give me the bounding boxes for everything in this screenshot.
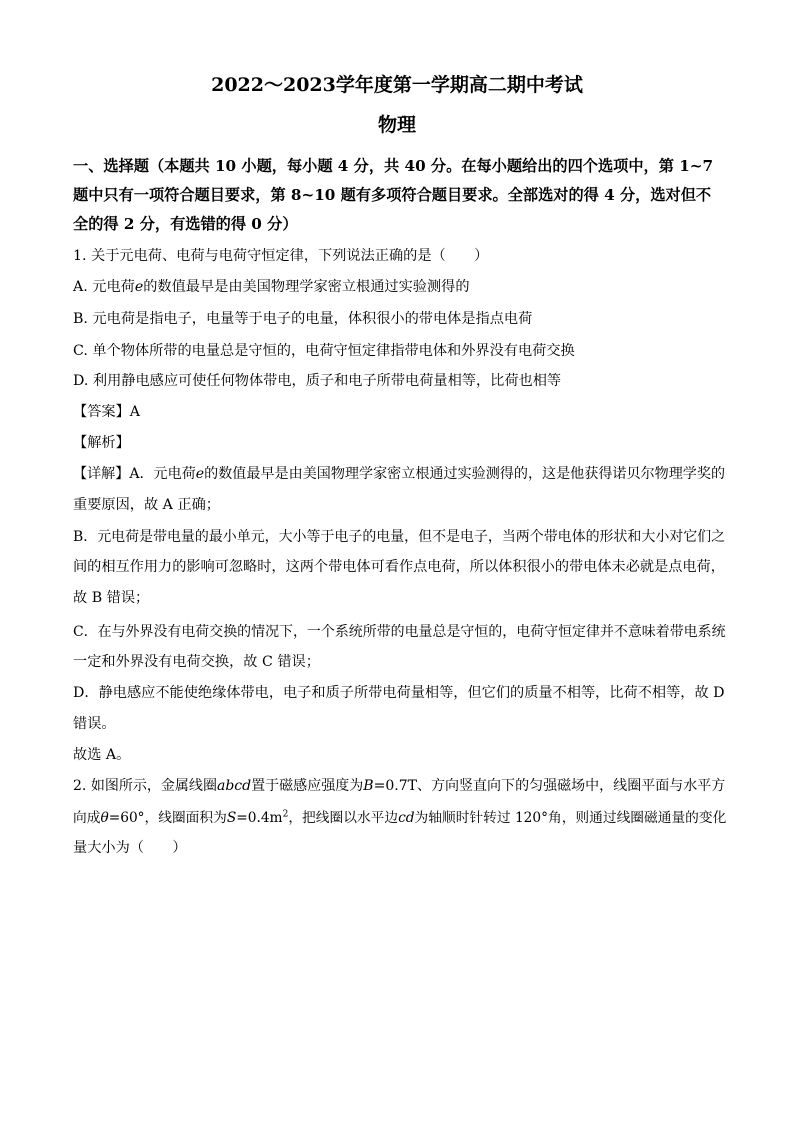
subject-title: 物理	[377, 114, 416, 136]
option-a-pre: A. 元电荷	[73, 279, 135, 295]
detail-line-1	[73, 463, 725, 483]
q2-l2-d: ，把线圈以水平边	[288, 810, 399, 826]
analysis-label: 【解析】	[73, 435, 130, 451]
question-1-option-b: B. 元电荷是指电子，电量等于电子的电量，体积很小的带电体是指点电荷	[73, 311, 533, 327]
question-2-line-2	[73, 806, 725, 826]
question-1-option-c: C. 单个物体所带的电量总是守恒的，电荷守恒定律指带电体和外界没有电荷交换	[73, 343, 575, 359]
q2-l2-a: 向成	[73, 810, 101, 826]
detail-line-5: 故 B 错误；	[73, 590, 150, 606]
q2-l2-c: =0.4m	[236, 810, 283, 826]
q2-l2-v1: θ	[100, 810, 109, 826]
q2-l2-e: 为轴顺时针转过 120°角，则通过线圈磁通量的变化	[414, 810, 727, 826]
q2-l2-b: =60°，线圈面积为	[108, 810, 227, 826]
q2-l1-b: 置于磁感应强度为	[251, 778, 364, 794]
detail-line-4: 间的相互作用力的影响可忽略时，这两个带电体可看作点电荷，所以体积很小的带电体未必就是点电荷，	[73, 559, 725, 575]
detail-line-1-pre: 【详解】A．元电荷	[73, 466, 196, 482]
answer-label: 【答案】A	[73, 404, 140, 420]
option-a-post: 的数值最早是由美国物理学家密立根通过实验测得的	[143, 279, 470, 295]
q2-l1-c: =0.7T、方向竖直向下的匀强磁场中，线圈平面与水平方	[373, 778, 726, 794]
detail-line-10: 故选 A。	[73, 747, 131, 763]
section-heading-line-3: 全的得 2 分，有选错的得 0 分）	[73, 215, 298, 233]
option-a-var: e	[134, 279, 144, 295]
detail-line-2: 重要原因，故 A 正确；	[73, 497, 220, 513]
q2-l1-v2: B	[363, 778, 374, 794]
q2-l1-a: 2. 如图所示，金属线圈	[73, 778, 217, 794]
q2-l2-v2: S	[226, 810, 237, 826]
detail-line-8: D．静电感应不能使绝缘体带电，电子和质子所带电荷量相等，但它们的质量不相等，比荷不相等，故 D	[73, 685, 725, 701]
section-heading-line-1: 一、选择题（本题共 10 小题，每小题 4 分，共 40 分。在每小题给出的四个选项中，第 1~7	[73, 157, 714, 175]
question-1-option-a	[73, 276, 725, 296]
section-heading-line-2: 题中只有一项符合题目要求，第 8~10 题有多项符合题目要求。全部选对的得 4 分，选对但不	[73, 186, 712, 204]
detail-line-7: 一定和外界没有电荷交换，故 C 错误；	[73, 654, 320, 670]
question-1-stem: 1. 关于元电荷、电荷与电荷守恒定律，下列说法正确的是（ ）	[73, 248, 489, 264]
q2-l1-v1: abcd	[216, 778, 252, 794]
question-2-line-3: 量大小为（ ）	[73, 840, 187, 856]
q2-l2-v3: cd	[398, 810, 415, 826]
detail-line-1-post: 的数值最早是由美国物理学家密立根通过实验测得的，这是他获得诺贝尔物理学奖的	[204, 466, 726, 482]
detail-line-1-var: e	[195, 466, 205, 482]
question-1-option-d: D. 利用静电感应可使任何物体带电，质子和电子所带电荷量相等，比荷也相等	[73, 373, 562, 389]
q2-l2-sup: 2	[282, 809, 289, 820]
question-2-line-1	[73, 775, 725, 795]
detail-line-3: B．元电荷是带电量的最小单元，大小等于电子的电量，但不是电子，当两个带电体的形状和大小对它们之	[73, 529, 726, 545]
detail-line-9: 错误。	[73, 716, 116, 732]
exam-title: 2022～2023学年度第一学期高二期中考试	[211, 74, 583, 96]
detail-line-6: C．在与外界没有电荷交换的情况下，一个系统所带的电量总是守恒的，电荷守恒定律并不意味着带电系统	[73, 624, 726, 640]
